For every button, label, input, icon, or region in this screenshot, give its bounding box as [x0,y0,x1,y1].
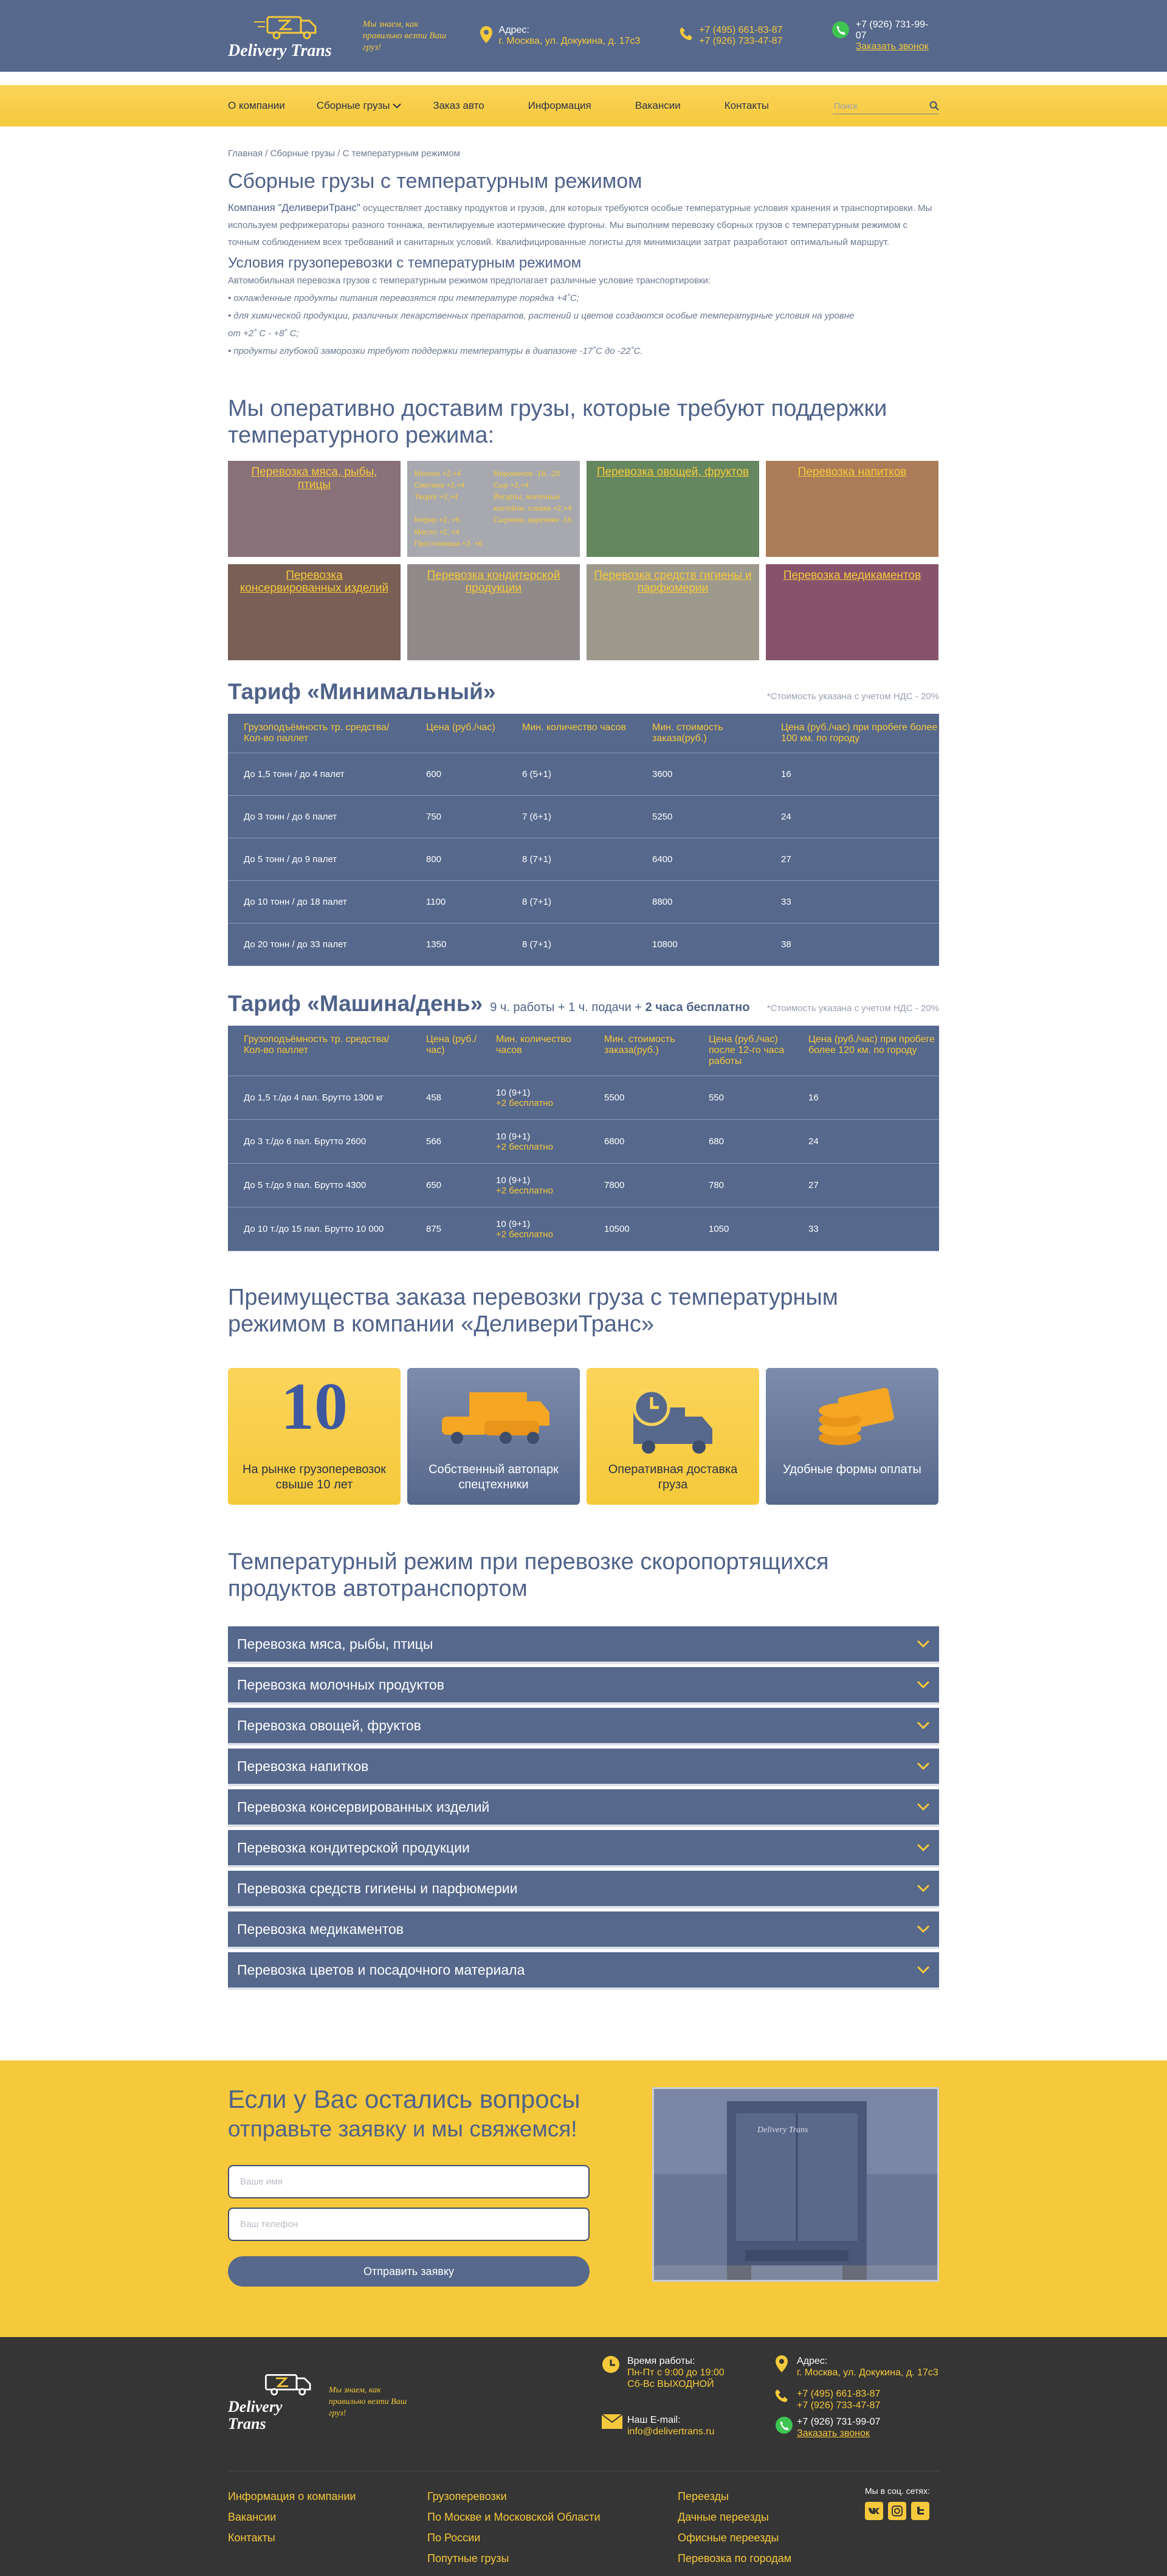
chevron-down-icon [393,103,401,109]
table-cell: 33 [793,1207,939,1251]
breadcrumb[interactable]: Главная / Сборные грузы / С температурным режимом [228,148,460,159]
table-cell: 16 [765,753,939,796]
footer-link[interactable]: Попутные грузы [427,2552,509,2564]
location-pin-icon [480,26,493,43]
table-cell: 6400 [636,838,765,881]
service-tile-label[interactable]: Перевозка средств гигиены и парфюмерии [594,569,752,595]
truck-rear-image [654,2089,939,2282]
nav-vacancies[interactable]: Вакансии [635,100,681,111]
whatsapp-icon [831,21,850,39]
accordion-item[interactable] [228,1749,939,1784]
advantage-label: Оперативная доставка груза [608,1463,738,1491]
table-cell: 8 (7+1) [506,924,636,966]
table-cell: 8800 [636,881,765,924]
footer-link[interactable]: Офисные переезды [678,2532,779,2544]
tariff-min-header [228,679,939,705]
social-label: Мы в соц. сетях: [865,2486,930,2496]
accordion-item[interactable] [228,1830,939,1865]
column-header: Грузоподъёмность тр. средства/ Кол-во паллет [228,1026,410,1076]
footer-link[interactable]: Грузоперевозки [427,2490,507,2502]
column-header: Цена (руб./час) после 12-го часа работы [693,1026,793,1076]
address-text: г. Москва, ул. Докукина, д. 17с3 [498,36,641,46]
site-footer [0,2337,1167,2576]
table-cell: 780 [693,1164,793,1207]
hours-weekdays: Пн-Пт с 9:00 до 19:00 [627,2367,725,2378]
chevron-down-icon [917,1925,930,1933]
table-row [228,1076,939,1120]
search-icon[interactable] [929,101,939,111]
table-cell: 6 (5+1) [506,753,636,796]
service-tile-hygiene[interactable] [587,564,759,660]
callback-link[interactable]: Заказать звонок [855,41,929,52]
advantage-label: Собственный автопарк спецтехники [429,1463,559,1491]
table-cell: 8 (7+1) [506,881,636,924]
advantage-card-delivery [587,1368,759,1505]
table-cell: 800 [410,838,506,881]
email-label: Наш E-mail: [627,2415,681,2425]
temperature-title: Температурный режим при перевозке скоропортящихся продуктов автотранспортом [228,1549,829,1601]
name-input[interactable] [228,2165,590,2198]
table-cell: До 5 т./до 9 пал. Брутто 4300 [228,1164,410,1207]
tariff-day-subtitle: 9 ч. работы + 1 ч. подачи + 2 часа бесплатно [490,1001,750,1014]
table-row [228,1164,939,1207]
table-cell: 27 [793,1164,939,1207]
address-label: Адрес: [498,25,529,35]
payment-coins-icon [807,1380,898,1459]
header-whatsapp [831,19,939,52]
table-cell: 1100 [410,881,506,924]
email-icon [602,2414,622,2429]
search-input[interactable] [833,97,939,114]
phone-placeholder: Ваш телефон [240,2219,298,2229]
service-tile-canned[interactable] [228,564,401,660]
service-tile-vegetables[interactable] [587,461,759,557]
table-cell: 7800 [588,1164,693,1207]
chevron-down-icon [917,1640,930,1648]
column-header: Мин. количество часов [506,714,636,753]
footer-address-text: г. Москва, ул. Докукина, д. 17с3 [797,2367,938,2378]
service-tile-medicine[interactable] [766,564,938,660]
condition-item: от +2˚ С - +8˚ С; [228,328,299,339]
column-header: Грузоподъёмность тр. средства/ Кол-во паллет [228,714,410,753]
truck-fleet-icon [433,1383,554,1456]
accordion-label: Перевозка овощей, фруктов [237,1717,421,1733]
conditions-text [228,272,939,360]
table-cell: До 20 тонн / до 33 палет [228,924,410,966]
table-cell: 10 (9+1) +2 бесплатно [480,1120,588,1164]
table-cell: 680 [693,1120,793,1164]
truck-brand-label: Delivery Trans [757,2125,808,2135]
accordion-item[interactable] [228,1952,939,1987]
footer-phones [775,2388,880,2411]
vat-note: *Стоимость указана с учетом НДС - 20% [766,1003,939,1013]
table-cell: 750 [410,796,506,838]
social-links [865,2486,930,2520]
phone-icon [775,2388,788,2403]
table-row [228,924,939,966]
footer-callback-link[interactable]: Заказать звонок [797,2428,870,2439]
footer-link[interactable]: По Москве и Московской Области [427,2511,601,2523]
footer-logo[interactable] [228,2371,410,2433]
table-row [228,753,939,796]
table-cell: До 3 тонн / до 6 палет [228,796,410,838]
table-cell: 6800 [588,1120,693,1164]
service-tile-label[interactable]: Перевозка напитков [797,466,907,478]
table-row [228,838,939,881]
footer-link[interactable]: Контакты [228,2532,275,2544]
table-cell: 3600 [636,753,765,796]
header-phones [680,25,831,47]
footer-link[interactable]: По России [427,2532,481,2544]
table-cell: 875 [410,1207,480,1251]
location-pin-icon [775,2355,788,2372]
service-tile-confectionery[interactable] [407,564,580,660]
logo-text: Delivery Trans [228,41,332,60]
table-cell: До 1,5 т./до 4 пал. Брутто 1300 кг [228,1076,410,1120]
table-cell: 10500 [588,1207,693,1251]
table-cell: 5500 [588,1076,693,1120]
service-tile-label[interactable]: Перевозка овощей, фруктов [596,466,749,478]
chevron-down-icon [917,1884,930,1893]
service-tile-meat[interactable] [228,461,401,557]
table-cell: 33 [765,881,939,924]
service-tile-label[interactable]: Перевозка мяса, рыбы, птицы [251,466,377,491]
table-row [228,1207,939,1251]
conditions-lead: Автомобильная перевозка грузов с температурным режимом предполагает различные условие транспортировки: [228,275,711,286]
table-cell: 16 [793,1076,939,1120]
services-title: Мы оперативно доставим грузы, которые требуют поддержки температурного режима: [228,396,887,448]
accordion-label: Перевозка средств гигиены и парфюмерии [237,1880,518,1896]
phone-input[interactable] [228,2208,590,2241]
nav-cargo-label: Сборные грузы [316,100,390,111]
service-tile-label[interactable]: Перевозка консервированных изделий [239,569,389,595]
footer-hours [602,2355,725,2390]
footer-link[interactable]: Переезды [678,2490,729,2502]
instagram-icon[interactable] [888,2502,906,2520]
search-placeholder: Поиск [834,100,858,111]
advantage-card-fleet [407,1368,580,1505]
nav-cargo[interactable] [317,100,401,112]
table-cell: 1350 [410,924,506,966]
phone-icon [680,26,693,41]
column-header: Мин. стоимость заказа(руб.) [636,714,765,753]
advantage-card-years [228,1368,401,1505]
table-cell: До 1,5 тонн / до 4 палет [228,753,410,796]
truck-logo-icon [249,12,322,43]
footer-whatsapp [775,2416,880,2439]
slogan: Мы знаем, как правильно везти Ваш груз! [362,19,447,52]
footer-link[interactable]: Дачные переезды [678,2511,769,2523]
table-cell: 24 [765,796,939,838]
accordion-item[interactable] [228,1871,939,1906]
logo[interactable] [228,12,357,60]
service-tile-label[interactable]: Перевозка кондитерской продукции [427,569,560,595]
vk-icon[interactable] [865,2502,883,2520]
accordion-item[interactable] [228,1708,939,1743]
nav-about[interactable]: О компании [228,100,285,111]
footer-links-company [228,2486,356,2548]
advantage-label: На рынке грузоперевозок свыше 10 лет [243,1463,386,1491]
header-address [480,25,680,47]
tariff-day-title: Тариф «Машина/день» [228,991,483,1016]
accordion-label: Перевозка напитков [237,1758,369,1774]
table-row [228,881,939,924]
footer-phone-1[interactable]: +7 (495) 661-83-87 [797,2389,881,2399]
table-cell: 458 [410,1076,480,1120]
accordion-label: Перевозка консервированных изделий [237,1798,490,1815]
accordion-label: Перевозка цветов и посадочного материала [237,1961,525,1978]
footer-address [775,2355,938,2378]
accordion-item[interactable] [228,1789,939,1825]
condition-item: • для химической продукции, различных лекарственных препаратов, растений и цветов создаются особые температурные условия на уровне [228,311,855,321]
accordion-item[interactable] [228,1911,939,1947]
accordion-label: Перевозка медикаментов [237,1921,404,1937]
whatsapp-phone[interactable]: +7 (926) 731-99-07 [855,19,929,41]
hours-weekend: Сб-Вс ВЫХОДНОЙ [627,2379,714,2389]
tariff-day-table [228,1026,939,1251]
fast-delivery-icon [627,1380,718,1459]
footer-link[interactable]: Вакансии [228,2511,277,2523]
table-cell: 600 [410,753,506,796]
whatsapp-icon [775,2416,793,2434]
accordion-item[interactable] [228,1667,939,1702]
chevron-down-icon [917,1803,930,1811]
accordion-label: Перевозка молочных продуктов [237,1676,444,1693]
advantage-label: Удобные формы оплаты [783,1463,921,1476]
table-cell: 566 [410,1120,480,1164]
chevron-down-icon [917,1966,930,1974]
column-header: Цена (руб./час) при пробеге более 120 км. по городу [793,1026,939,1076]
table-cell: 650 [410,1164,480,1207]
table-cell: 550 [693,1076,793,1120]
table-cell: 24 [793,1120,939,1164]
phone-2[interactable]: +7 (926) 733-47-87 [699,36,783,46]
table-cell: 5250 [636,796,765,838]
advantages-grid [228,1368,939,1505]
table-cell: 1050 [693,1207,793,1251]
hours-label: Время работы: [627,2356,695,2366]
conditions-title: Условия грузоперевозки с температурным режимом [228,255,582,271]
dairy-temps-table: Молоко +2,+4 Мороженое -18, -20 Сметана +2,+4 Сыр +2,+4 Творог +2,+4 Йогурты, молочные коктейли, сливки +2,+4 Кефир +2, +6 Сырники, вареники -18 Масло +2, +4 Простокваша +2, +6 [415,469,572,548]
temperature-accordion [228,1626,939,1987]
contact-form-section [0,2060,1167,2337]
column-header: Цена (руб./час) [410,714,506,753]
footer-phone-2[interactable]: +7 (926) 733-47-87 [797,2400,881,2411]
services-grid [228,461,939,660]
accordion-label: Перевозка кондитерской продукции [237,1839,470,1856]
table-cell: 7 (6+1) [506,796,636,838]
condition-item: • охлажденные продукты питания перевозятся при температуре порядка +4˚С; [228,293,579,303]
footer-logo-text: Delivery Trans [228,2398,283,2433]
accordion-item[interactable] [228,1626,939,1662]
twitter-icon[interactable] [911,2502,929,2520]
nav-info[interactable]: Информация [528,100,591,111]
footer-whatsapp-phone[interactable]: +7 (926) 731-99-07 [797,2417,881,2427]
table-row [228,1120,939,1164]
table-cell: 27 [765,838,939,881]
nav-order-car[interactable]: Заказ авто [433,100,484,111]
table-cell: 10 (9+1) +2 бесплатно [480,1076,588,1120]
table-cell: 10 (9+1) +2 бесплатно [480,1207,588,1251]
phone-1[interactable]: +7 (495) 661-83-87 [699,25,783,35]
email-link[interactable]: info@delivertrans.ru [627,2426,715,2437]
nav-contacts[interactable]: Контакты [724,100,769,111]
footer-link[interactable]: Информация о компании [228,2490,356,2502]
form-subtitle: отправьте заявку и мы свяжемся! [228,2116,577,2141]
intro-text [228,199,939,251]
chevron-down-icon [917,1721,930,1730]
years-number: 10 [281,1369,348,1443]
truck-logo-icon [246,2371,319,2398]
submit-button[interactable]: Отправить заявку [228,2256,590,2287]
table-cell: 10 (9+1) +2 бесплатно [480,1164,588,1207]
service-tile-drinks[interactable] [766,461,938,557]
chevron-down-icon [917,1843,930,1852]
table-cell: До 10 тонн / до 18 палет [228,881,410,924]
table-cell: 38 [765,924,939,966]
table-row [228,796,939,838]
site-header [0,0,1167,72]
service-tile-label[interactable]: Перевозка медикаментов [783,569,921,582]
chevron-down-icon [917,1680,930,1689]
company-name: Компания "ДеливериТранс" [228,202,360,213]
column-header: Мин. стоимость заказа(руб.) [588,1026,693,1076]
clock-icon [602,2355,620,2374]
service-tile-dairy[interactable] [407,461,580,557]
table-cell: До 10 т./до 15 пал. Брутто 10 000 [228,1207,410,1251]
footer-address-label: Адрес: [797,2356,828,2366]
table-cell: 10800 [636,924,765,966]
chevron-down-icon [917,1762,930,1770]
accordion-label: Перевозка мяса, рыбы, птицы [237,1635,433,1652]
advantage-card-payment [766,1368,938,1505]
page-title: Сборные грузы с температурным режимом [228,170,642,193]
intro-body: осуществляет доставку продуктов и грузов, для которых требуются особые температурные условия хранения и транспортировки. Мы используем рефрижераторы разного тоннажа, вентилируемые изотермические фургоны. Мы выполним перевозку сборных грузов с температурным режимом с точным соблюдением всех требований и санитарных условий. Квалифицированные логисты для минимизации затрат разработают оптимальный маршрут. [228,203,932,247]
advantages-title: Преимущества заказа перевозки груза с температурным режимом в компании «ДеливериТранс» [228,1285,838,1337]
table-cell: 8 (7+1) [506,838,636,881]
tariff-min-title: Тариф «Минимальный» [228,679,496,704]
column-header: Цена (руб./час) [410,1026,480,1076]
table-cell: До 3 т./до 6 пал. Брутто 2600 [228,1120,410,1164]
column-header: Мин. количество часов [480,1026,588,1076]
tariff-day-header [228,990,939,1017]
footer-email [602,2414,714,2437]
vat-note: *Стоимость указана с учетом НДС - 20% [766,691,939,702]
footer-link[interactable]: Перевозка по городам [678,2552,792,2564]
condition-item: • продукты глубокой заморозки требуют поддержки температуры в диапазоне -17˚С до -22˚С. [228,346,643,356]
name-placeholder: Ваше имя [240,2177,283,2187]
tariff-min-table [228,714,939,966]
table-cell: До 5 тонн / до 9 палет [228,838,410,881]
footer-slogan: Мы знаем, как правильно везти Ваш груз! [328,2385,407,2418]
form-title: Если у Вас остались вопросы [228,2085,580,2113]
column-header: Цена (руб./час) при пробеге более 100 км. по городу [765,714,939,753]
truck-photo [652,2087,939,2282]
main-navigation [0,85,1167,126]
